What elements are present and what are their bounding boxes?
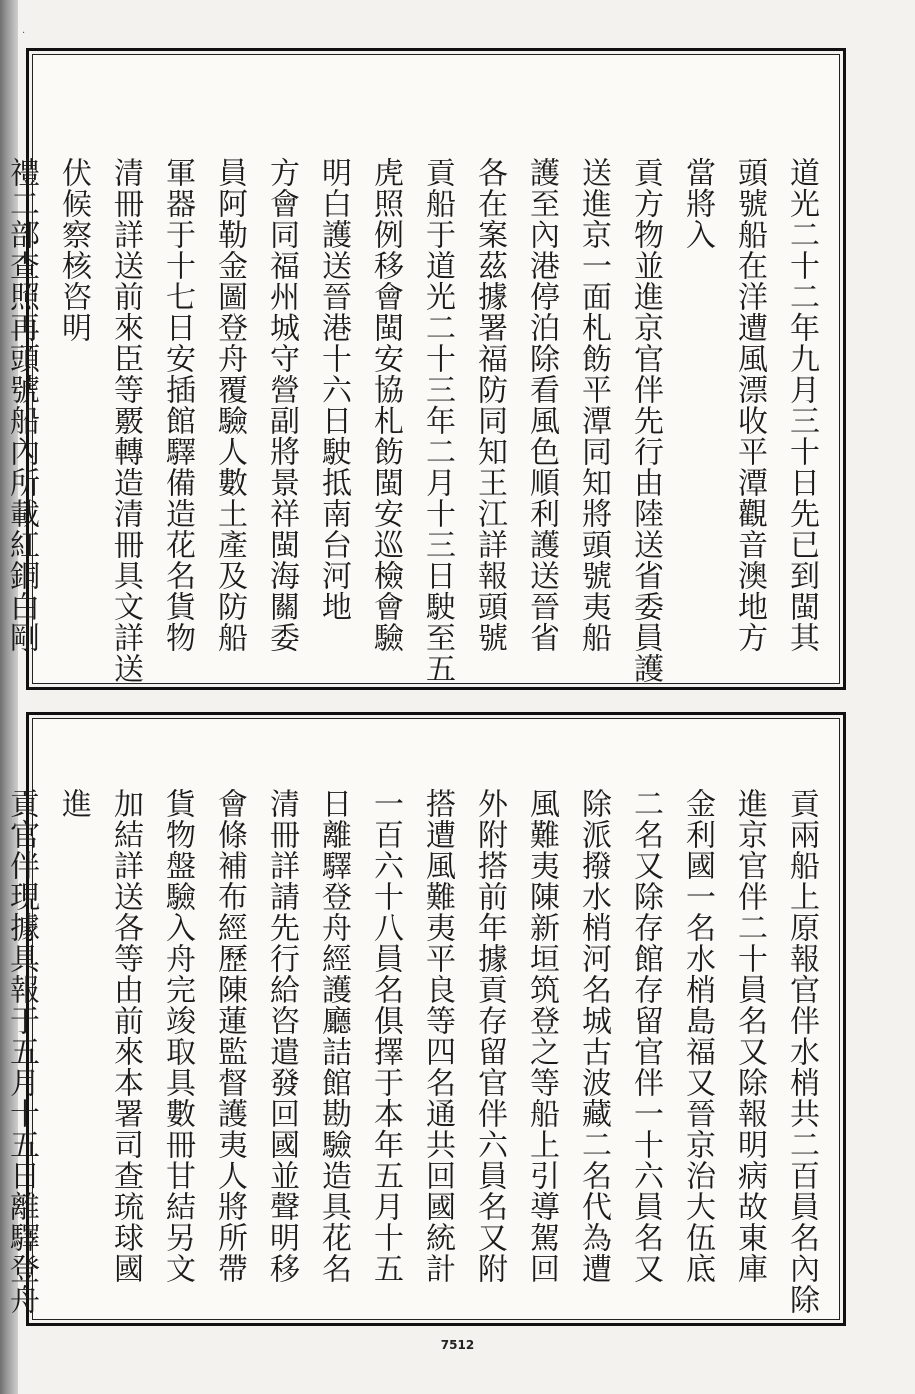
upper-column-1: 道光二十二年九月三十日先已到閩其 <box>784 157 819 653</box>
upper-column-2: 頭號船在洋遭風漂收平潭觀音澳地方 <box>732 157 767 653</box>
upper-column-4: 貢方物並進京官伴先行由陸送省委員護 <box>628 157 663 684</box>
upper-column-6: 護至內港停泊除看風色順利護送晉省 <box>524 157 559 653</box>
upper-column-15: 伏候察核咨明 <box>56 157 91 343</box>
lower-column-10: 日離驛登舟經護廳詰館勘驗造具花名 <box>316 788 351 1284</box>
lower-column-11: 清冊詳請先行給咨遣發回國並聲明移 <box>264 788 299 1284</box>
upper-text-columns <box>0 157 823 684</box>
lower-column-12: 會條補布經歷陳蓮監督護夷人將所帶 <box>212 788 247 1284</box>
lower-column-15: 進 <box>56 788 91 819</box>
upper-column-12: 員阿勒金圖登舟覆驗人數土產及防船 <box>212 157 247 653</box>
lower-column-7: 外附搭前年據貢存留官伴六員名又附 <box>472 788 507 1284</box>
lower-column-16: 貢官伴現據具報于五月十五日離驛登舟 <box>4 788 39 1315</box>
lower-column-14: 加結詳送各等由前來本署司查琉球國 <box>108 788 143 1284</box>
lower-column-4: 二名又除存館存留官伴一十六員名又 <box>628 788 663 1284</box>
lower-column-9: 一百六十八員名俱擇于本年五月十五 <box>368 788 403 1284</box>
upper-column-11: 方會同福州城守營副將景祥閩海關委 <box>264 157 299 653</box>
upper-column-8: 貢船于道光二十三年二月十三日駛至五 <box>420 157 455 684</box>
lower-column-3: 金利國一名水梢島福又晉京治大伍底 <box>680 788 715 1284</box>
lower-column-13: 貨物盤驗入舟完竣取具數冊甘結另文 <box>160 788 195 1284</box>
upper-column-16: 禮二部查照再頭號船內所載紅銅白剛 <box>4 157 39 653</box>
upper-column-13: 軍器于十七日安插館驛備造花名貨物 <box>160 157 195 653</box>
page-number: 7512 <box>440 1338 475 1352</box>
lower-column-2: 進京官伴二十員名又除報明病故東庫 <box>732 788 767 1284</box>
corner-mark: · <box>22 28 26 39</box>
lower-column-5: 除派撥水梢河名城古波藏二名代為遭 <box>576 788 611 1284</box>
lower-document-panel <box>4 712 846 1326</box>
upper-column-9: 虎照例移會閩安協札飭閩安巡檢會驗 <box>368 157 403 653</box>
lower-column-6: 風難夷陳新垣筑登之等船上引導駕回 <box>524 788 559 1284</box>
upper-column-3: 當將入 <box>680 157 715 250</box>
upper-document-panel <box>4 48 846 690</box>
lower-column-8: 搭遭風難夷平良等四名通共回國統計 <box>420 788 455 1284</box>
upper-column-10: 明白護送晉港十六日駛抵南台河地 <box>316 157 351 622</box>
upper-column-5: 送進京一面札飭平潭同知將頭號夷船 <box>576 157 611 653</box>
upper-column-7: 各在案茲據署福防同知王江詳報頭號 <box>472 157 507 653</box>
lower-column-1: 貢兩船上原報官伴水梢共二百員名內除 <box>784 788 819 1315</box>
upper-column-14: 清冊詳送前來臣等覈轉造清冊具文詳送 <box>108 157 143 684</box>
lower-text-columns <box>0 788 823 1313</box>
